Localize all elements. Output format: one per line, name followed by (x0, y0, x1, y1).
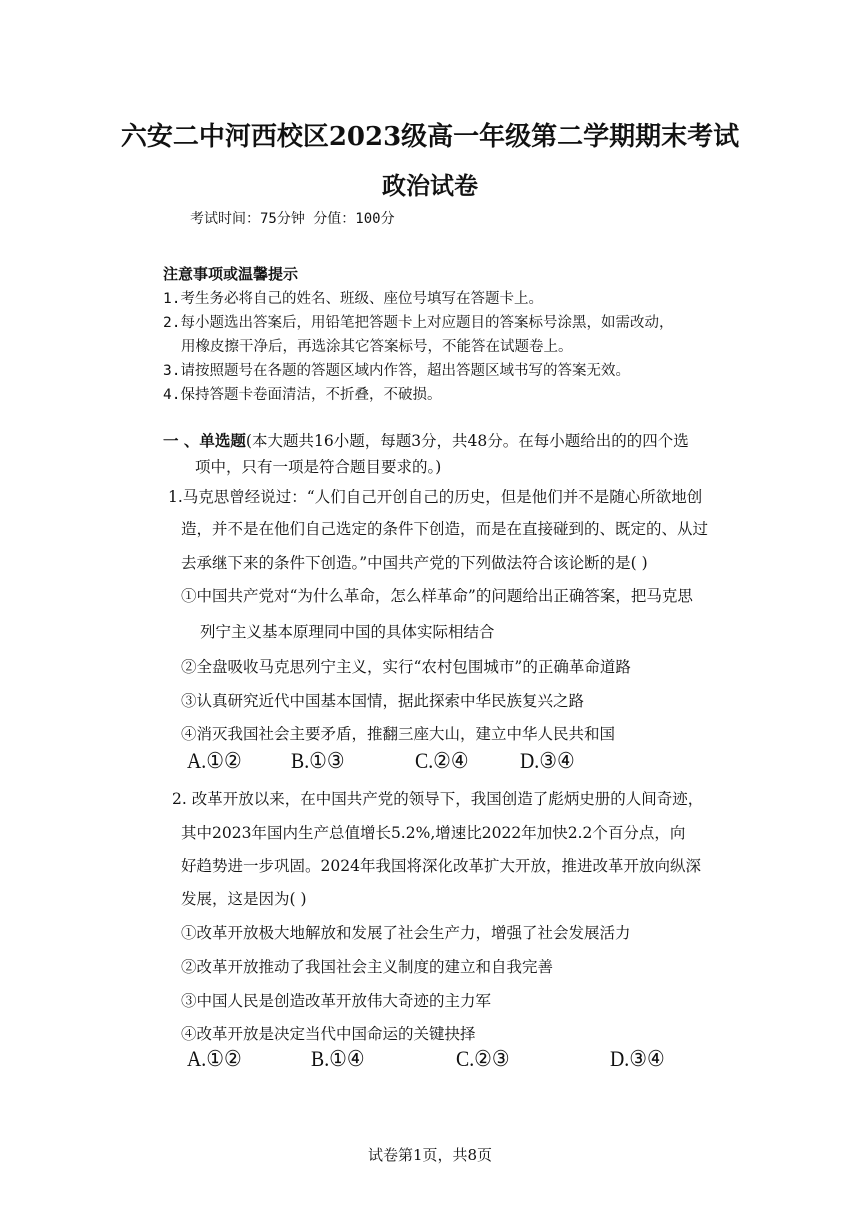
statement-item: ②全盘吸收马克思列宁主义，实行“农村包围城市”的正确革命道路 (181, 658, 631, 676)
notice-item: 2.每小题选出答案后，用铅笔把答题卡上对应题目的答案标号涂黑，如需改动， (163, 315, 674, 331)
exam-info: 考试时间：75分钟 分值：100分 (190, 211, 395, 227)
subject-title: 政治试卷 (382, 171, 478, 200)
notice-item: 用橡皮擦干净后，再选涂其它答案标号，不能答在试题卷上。 (181, 339, 573, 355)
option-c: C.②④ (415, 748, 469, 773)
statement-item: ①中国共产党对“为什么革命，怎么样革命”的问题给出正确答案，把马克思 (181, 587, 693, 605)
section-heading (163, 429, 689, 451)
section-name: 单选题 (199, 432, 246, 450)
section-desc: (本大题共16小题，每题3分，共48分。在每小题给出的的四个选 (245, 432, 689, 450)
statement-item: ④改革开放是决定当代中国命运的关键抉择 (181, 1025, 476, 1043)
question-line: 好趋势进一步巩固。2024年我国将深化改革扩大开放，推进改革开放向纵深 (181, 857, 701, 875)
question-line: 发展，这是因为( ) (181, 890, 307, 908)
statement-item: 列宁主义基本原理同中国的具体实际相结合 (200, 623, 495, 641)
section-prefix: 一 、 (163, 432, 200, 450)
page-footer: 试卷第1页，共8页 (367, 1146, 493, 1164)
question-line: 1.马克思曾经说过：“人们自己开创自己的历史，但是他们并不是随心所欲地创 (168, 488, 703, 506)
statement-item: ②改革开放推动了我国社会主义制度的建立和自我完善 (181, 958, 554, 976)
option-b: B.①④ (311, 1046, 365, 1071)
notice-item: 3.请按照题号在各题的答题区域内作答，超出答题区域书写的答案无效。 (163, 363, 630, 379)
notice-item: 4.保持答题卡卷面清洁，不折叠，不破损。 (163, 387, 442, 403)
statement-item: ③认真研究近代中国基本国情，据此探索中华民族复兴之路 (181, 692, 585, 710)
option-d: D.③④ (520, 748, 575, 773)
option-a: A.①② (187, 748, 242, 773)
section-desc-line2: 项中，只有一项是符合题目要求的。) (195, 458, 442, 476)
question-line: 2. 改革开放以来，在中国共产党的领导下，我国创造了彪炳史册的人间奇迹， (172, 790, 704, 808)
option-c: C.②③ (456, 1046, 510, 1071)
option-d: D.③④ (610, 1046, 665, 1071)
notice-item: 1.考生务必将自己的姓名、班级、座位号填写在答题卡上。 (163, 291, 543, 307)
exam-title: 六安二中河西校区2023级高一年级第二学期期末考试 (120, 122, 740, 152)
statement-item: ③中国人民是创造改革开放伟大奇迹的主力军 (181, 992, 492, 1010)
option-a: A.①② (187, 1046, 242, 1071)
statement-item: ①改革开放极大地解放和发展了社会生产力，增强了社会发展活力 (181, 924, 631, 942)
statement-item: ④消灭我国社会主要矛盾，推翻三座大山，建立中华人民共和国 (181, 725, 616, 743)
option-b: B.①③ (291, 748, 345, 773)
question-line: 去承继下来的条件下创造。”中国共产党的下列做法符合该论断的是( ) (181, 554, 648, 572)
notice-heading: 注意事项或温馨提示 (163, 265, 299, 283)
question-line: 其中2023年国内生产总值增长5.2%,增速比2022年加快2.2个百分点，向 (181, 824, 686, 842)
question-line: 造，并不是在他们自己选定的条件下创造，而是在直接碰到的、既定的、从过 (181, 520, 709, 538)
